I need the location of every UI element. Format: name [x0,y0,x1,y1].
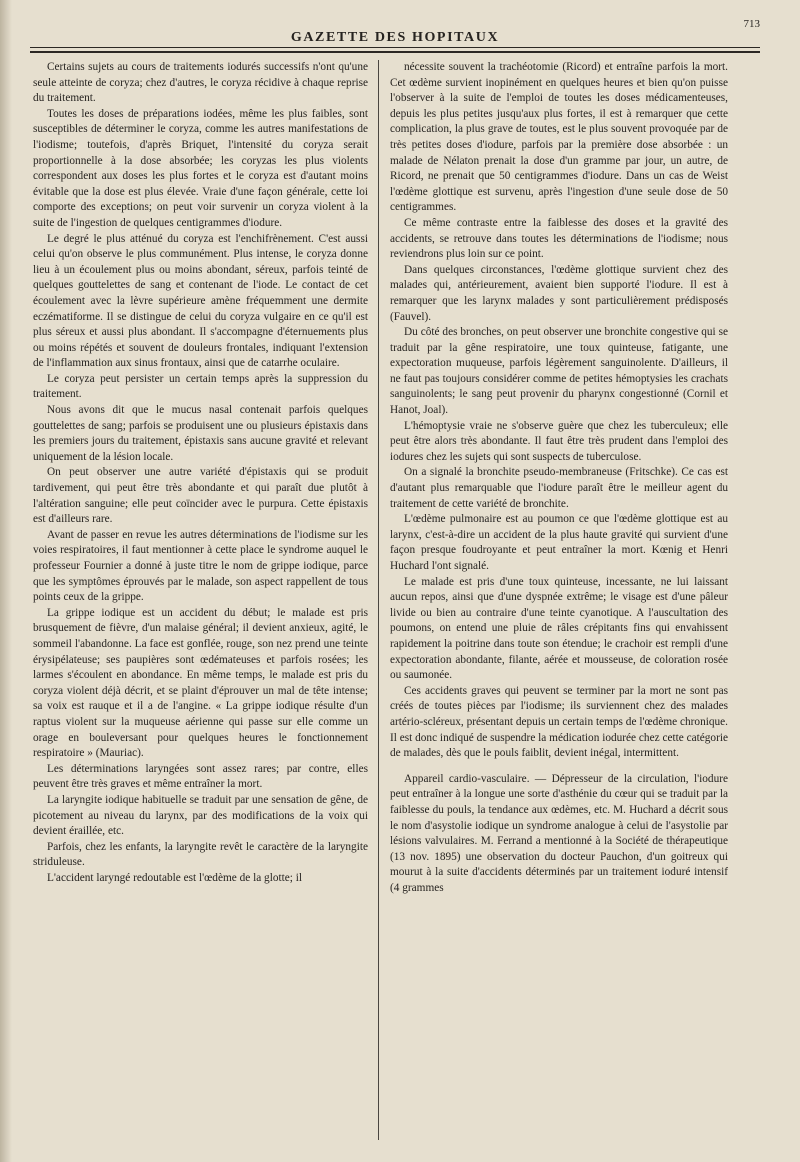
section-spacer [390,762,728,772]
paragraph: Dans quelques circonstances, l'œdème glottique survient chez des malades qui, antérieurement, avaient bien supporté l'iodure. Il est à remarquer que les larynx malades y sont particulièrement prédisposés (Fauvel). [390,263,728,323]
paragraph: On peut observer une autre variété d'épistaxis qui se produit tardivement, qui peut être très abondante et qui paraît due plutôt à l'altération sanguine; elle peut coïncider avec le purpura. Cette épistaxis est d'ailleurs rare. [33,466,368,526]
left-column [33,60,368,886]
paragraph: Toutes les doses de préparations iodées, même les plus faibles, sont susceptibles de déterminer le coryza, comme les autres manifestations de l'iodisme; toutefois, d'après Briquet, l'intensité du coryza serait proportionnelle à la dose absorbée; les coryzas les plus violents correspondent aux doses les plus fortes et le coryza est d'autant moins évitable que la dose est plus élevée. Vraie d'une façon générale, cette loi comporte des exceptions; on peut voir survenir un coryza violent à la suite de l'ingestion de quelques centigrammes d'iodure. [33,107,368,229]
journal-title: GAZETTE DES HOPITAUX [290,30,500,45]
paragraph: Nous avons dit que le mucus nasal contenait parfois quelques gouttelettes de sang; parfois se produisent une ou plusieurs épistaxis dans les premiers jours du traitement, épistaxis sans aucune gravité et relevant uniquement de la lésion locale. [33,404,368,463]
paragraph: L'œdème pulmonaire est au poumon ce que l'œdème glottique est au larynx, c'est-à-dire un accident de la plus haute gravité qui survient d'une façon presque foudroyante et peut entraîner la mort. Kœnig et Henri Huchard l'ont signalé. [390,513,728,572]
paragraph: Le degré le plus atténué du coryza est l'enchifrènement. C'est aussi celui qu'on observe le plus communément. Plus intense, le coryza donne lieu à un écoulement plus ou moins abondant, séreux, parfois teinté de quelques gouttelettes de sang et contenant de l'iode. Le contact de cet écoulement avec la lèvre supérieure amène fréquemment une dermite eczématiforme. Il se distingue de celui du coryza vulgaire en ce qu'il est plus séreux et aussi plus abondant. Il s'accompagne d'éternuements plus ou moins répétés et souvent de douleurs frontales, indiquant l'extension de l'inflammation aux sinus frontaux, ainsi que de catarrhe oculaire. [33,232,368,370]
column-divider [378,60,379,1140]
page-header [30,14,760,50]
paragraph: Avant de passer en revue les autres déterminations de l'iodisme sur les voies respiratoires, il faut mentionner à cette place le syndrome auquel le professeur Fournier a donné à juste titre le nom de grippe iodique, parce que les symptômes éprouvés par le malade, son aspect rappellent de tous points ceux de la grippe. [33,528,368,604]
right-column [390,60,728,896]
paragraph: Ces accidents graves qui peuvent se terminer par la mort ne sont pas créés de toutes pièces par l'iodisme; ils surviennent chez des malades artério-scléreux, présentant depuis un certain temps de l'œdème chronique. Il est donc indiqué de suspendre la médication iodurée chez cette catégorie de malades, dès que le pouls faiblit, devient inégal, intermittent. [390,684,728,760]
paragraph: Les déterminations laryngées sont assez rares; par contre, elles peuvent être très graves et même entraîner la mort. [33,762,368,791]
paragraph: Parfois, chez les enfants, la laryngite revêt le caractère de la laryngite striduleuse. [33,840,368,869]
paragraph: Le coryza peut persister un certain temps après la suppression du traitement. [33,372,368,401]
paragraph: Appareil cardio-vasculaire. — Dépresseur de la circulation, l'iodure peut entraîner à la longue une sorte d'asthénie du cœur qui se traduit par la faiblesse du pouls, la tendance aux œdèmes, etc. M. Huchard a décrit sous le nom d'asystolie iodique un syndrome analogue à celui de l'asystolie par lésions valvulaires. M. Ferrand a mentionné à la Société de thérapeutique (13 nov. 1895) une observation du docteur Pauchon, d'un goitreux qui mourut à la suite d'accidents déterminés par un traitement ioduré intensif (4 grammes [390,772,728,894]
paragraph: On a signalé la bronchite pseudo-membraneuse (Fritschke). Ce cas est d'autant plus remarquable que l'iodure paraît être le meilleur agent du traitement de cette variété de bronchite. [390,466,728,510]
paragraph: Le malade est pris d'une toux quinteuse, incessante, ne lui laissant aucun repos, ainsi que d'une dyspnée extrême; le visage est d'une pâleur livide ou bien au contraire d'une teinte cyanotique. A l'auscultation des poumons, on entend une pluie de râles crépitants fins qui envahissent rapidement la poitrine dans toute son étendue; le crachoir est rempli d'une expectoration abondante, filante, aérée et mousseuse, de coloration rosée ou saumonée. [390,575,728,682]
page-binding-shadow [0,0,12,1162]
paragraph: Du côté des bronches, on peut observer une bronchite congestive qui se traduit par la gêne respiratoire, une toux quinteuse, fatigante, une expectoration muqueuse, parfois légèrement sanguinolente. D'ailleurs, il ne faut pas toujours considérer comme de petites hémoptysies les crachats sanguinolents; le sang peut provenir du pharynx congestionné (Cornil et Hanot, Joal). [390,326,728,417]
page-number: 713 [743,18,760,30]
paragraph: L'accident laryngé redoutable est l'œdème de la glotte; il [47,871,303,884]
paragraph: La laryngite iodique habituelle se traduit par une sensation de gêne, de picotement au niveau du larynx, par des modifications de la voix qui devient éraillée, etc. [33,793,368,838]
paragraph: Ce même contraste entre la faiblesse des doses et la gravité des accidents, se retrouve dans toutes les déterminations de l'iodisme; nous reviendrons plus loin sur ce point. [390,216,728,261]
paragraph: L'hémoptysie vraie ne s'observe guère que chez les tuberculeux; elle peut être alors très abondante. Il faut être très prudent dans l'emploi des iodures chez les sujets qui sont suspects de tuberculose. [390,419,728,463]
paragraph: nécessite souvent la trachéotomie (Ricord) et entraîne parfois la mort. Cet œdème survient inopinément en quelques heures et bien qu'on puisse l'observer à la suite de l'emploi de toutes les doses médicamenteuses, depuis les plus petites jusqu'aux plus fortes, il est à remarquer que cette complication, la plus grave de toutes, est le plus souvent provoquée par de très petites doses d'iodure, parfois par la première dose absorbée : un malade de Nélaton prenait la dose d'un gramme par jour, un autre, de Ricord, ne prenait que 50 centigrammes d'iodure. Dans un cas de Weist l'œdème glottique est survenu, après l'ingestion d'une seule dose de 50 centigrammes. [390,61,728,214]
header-rule-thick [30,51,760,53]
paragraph: Certains sujets au cours de traitements iodurés successifs n'ont qu'une seule atteinte de coryza; chez d'autres, le coryza récidive à chaque reprise du traitement. [33,61,368,105]
paragraph: La grippe iodique est un accident du début; le malade est pris brusquement de fièvre, d'un malaise général; il devient anxieux, agité, le sommeil l'abandonne. La face est gonflée, rouge, son nez prend une teinte érysipélateuse; ses paupières sont œdémateuses et parfois rosées; les larmes s'écoulent en abondance. En même temps, le malade est pris du coryza violent déjà décrit, et se plaint d'éprouver un mal de tête intense; sa voix est rauque et il a de l'angine. « La grippe iodique résulte d'un raptus violent sur la muqueuse aérienne qui passe sur elle comme un orage en bouleversant pour quelques heures le fonctionnement respiratoire » (Mauriac). [33,606,368,760]
header-rule [30,47,760,48]
